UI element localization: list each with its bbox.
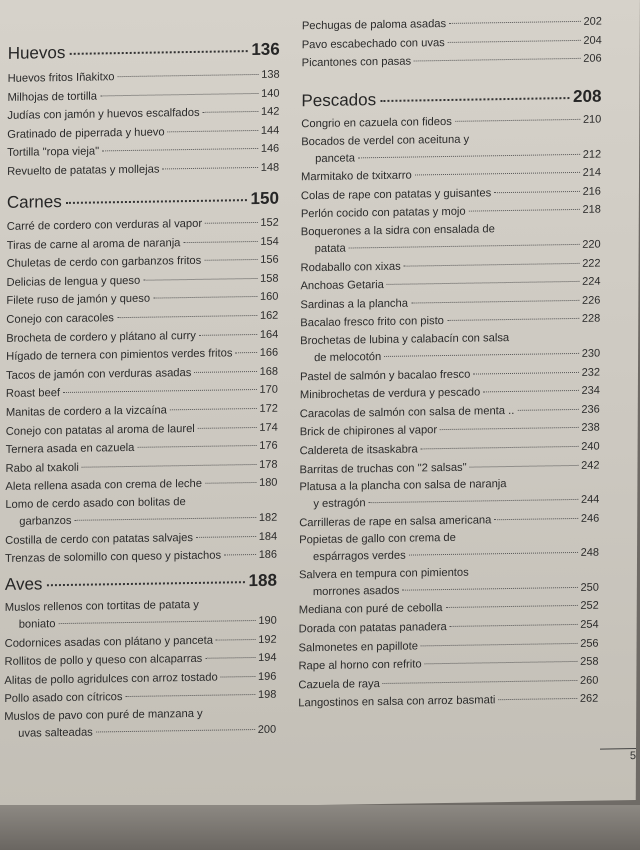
entry-title: Boquerones a la sidra con ensalada de xyxy=(300,223,495,239)
entry-title: Ternera asada en cazuela xyxy=(5,442,135,457)
entry-page-number: 180 xyxy=(259,476,278,490)
entry-page-number: 156 xyxy=(260,253,279,267)
entry-page-number: 226 xyxy=(581,294,601,307)
entry-title: Picantones con pasas xyxy=(301,55,412,70)
entry-page-number: 196 xyxy=(258,670,277,683)
entry-title: Muslos de pavo con puré de manzana y xyxy=(4,707,203,723)
toc-entry xyxy=(302,50,602,73)
entry-title-continued: garbanzos xyxy=(19,514,72,528)
entry-page-number: 228 xyxy=(581,312,601,326)
entry-page-number: 174 xyxy=(259,421,278,434)
section-title: Carnes xyxy=(6,192,62,212)
entry-title: Platusa a la plancha con salsa de naranja xyxy=(299,478,507,494)
leader-dots xyxy=(118,74,259,77)
leader-dots xyxy=(445,605,577,608)
entry-title: Popietas de gallo con crema de xyxy=(299,532,456,547)
leader-dots xyxy=(196,535,256,537)
entry-page-number: 164 xyxy=(259,328,279,341)
entry-title: Brick de chipirones al vapor xyxy=(299,424,438,439)
entry-page-number: 242 xyxy=(581,459,600,472)
leader-dots xyxy=(447,318,579,321)
leader-dots xyxy=(483,390,578,392)
entry-title: Pavo escabechado con uvas xyxy=(301,36,445,51)
entry-page-number: 224 xyxy=(582,275,601,289)
entry-page-number: 250 xyxy=(580,581,599,594)
leader-dots xyxy=(216,639,255,641)
leader-dots xyxy=(411,300,579,304)
entry-title: Tiras de carne al aroma de naranja xyxy=(6,236,181,252)
entry-title: Perlón cocido con patatas y mojo xyxy=(300,206,466,221)
entry-title: Revuelto de patatas y mollejas xyxy=(7,163,160,178)
entry-page-number: 262 xyxy=(579,693,599,706)
entry-page-number: 230 xyxy=(581,347,601,360)
entry-page-number: 154 xyxy=(260,235,279,248)
section-heading-carnes xyxy=(7,189,279,213)
entry-title: Conejo con caracoles xyxy=(6,312,114,326)
entry-title-continued: boniato xyxy=(18,618,56,631)
entry-title: Costilla de cerdo con patatas salvajes xyxy=(5,531,194,547)
leader-dots xyxy=(168,130,258,132)
entry-title: Chuletas de cerdo con garbanzos fritos xyxy=(6,255,202,271)
leader-dots xyxy=(63,389,257,393)
entry-title: Brochetas de lubina y calabacín con salsa xyxy=(300,331,510,348)
entry-page-number: 194 xyxy=(258,651,277,665)
entry-page-number: 212 xyxy=(582,148,602,161)
leader-dots xyxy=(102,148,258,151)
section-title: Aves xyxy=(4,574,43,594)
entry-title: Bocados de verdel con aceituna y xyxy=(301,133,470,148)
entry-page-number: 244 xyxy=(580,493,600,506)
leader-dots xyxy=(203,111,258,113)
entry-page-number: 260 xyxy=(579,674,599,687)
entry-page-number: 176 xyxy=(259,439,278,453)
entry-title: Rape al horno con refrito xyxy=(298,658,422,673)
leader-dots xyxy=(448,39,581,42)
section-heading-huevos xyxy=(8,40,280,64)
toc-entry xyxy=(5,546,277,569)
entry-title: Sardinas a la plancha xyxy=(300,297,409,312)
entry-title: Caldereta de itsaskabra xyxy=(299,443,418,458)
section-page-number: 136 xyxy=(251,39,280,60)
entry-page-number: 256 xyxy=(580,637,599,650)
leader-dots xyxy=(404,262,580,266)
entry-title: Tortilla "ropa vieja" xyxy=(7,145,100,160)
entry-title: Dorada con patatas panadera xyxy=(298,621,447,636)
entry-page-number: 232 xyxy=(581,366,601,379)
section-page-number: 208 xyxy=(573,86,602,106)
entry-page-number: 220 xyxy=(582,238,601,251)
toc-entry xyxy=(298,690,598,713)
leader-dots xyxy=(69,50,247,55)
section-heading-aves xyxy=(5,571,277,595)
leader-dots xyxy=(409,552,578,556)
entry-title: Mediana con puré de cebolla xyxy=(298,602,443,617)
entry-title: Hígado de ternera con pimientos verdes fritos xyxy=(6,347,233,364)
leader-dots xyxy=(205,222,257,224)
leader-dots xyxy=(421,643,577,646)
leader-dots xyxy=(75,517,256,521)
entry-title: Brocheta de cordero y plátano al curry xyxy=(6,329,196,345)
leader-dots xyxy=(494,518,577,520)
entry-page-number: 234 xyxy=(581,384,600,397)
leader-dots xyxy=(170,408,257,410)
section-page-number: 150 xyxy=(250,188,279,209)
leader-dots xyxy=(117,315,257,318)
entry-page-number: 168 xyxy=(259,365,279,378)
entry-title: Filete ruso de jamón y queso xyxy=(6,293,151,308)
leader-dots xyxy=(162,167,257,169)
leader-dots xyxy=(517,409,578,411)
entry-page-number: 198 xyxy=(257,689,277,702)
entry-title: Salmonetes en papillote xyxy=(298,640,419,654)
entry-title: Pechugas de paloma asadas xyxy=(301,17,447,33)
entry-page-number: 186 xyxy=(258,548,278,562)
entry-page-number: 258 xyxy=(580,655,599,669)
entry-list-continued xyxy=(302,13,602,73)
entry-page-number: 238 xyxy=(581,421,600,435)
entry-page-number: 200 xyxy=(257,723,277,736)
leader-dots xyxy=(414,58,580,62)
entry-title: Delicias de lengua y queso xyxy=(6,274,141,289)
entry-page-number: 254 xyxy=(580,618,599,631)
entry-title: Judías con jamón y huevos escalfados xyxy=(7,107,200,123)
leader-dots xyxy=(204,259,257,261)
entry-title: Barritas de truchas con "2 salsas" xyxy=(299,461,467,476)
entry-page-number: 236 xyxy=(581,403,600,416)
leader-dots xyxy=(440,427,578,430)
leader-dots xyxy=(455,119,580,122)
leader-dots xyxy=(425,661,578,664)
entry-title: Rodaballo con xixas xyxy=(300,260,401,274)
entry-title: Bacalao fresco frito con pisto xyxy=(300,315,444,330)
leader-dots xyxy=(100,93,258,96)
entry-title: Gratinado de piperrada y huevo xyxy=(7,126,165,141)
entry-page-number: 178 xyxy=(259,458,278,471)
leader-dots xyxy=(494,191,579,193)
entry-page-number: 140 xyxy=(261,87,280,100)
entry-title: Salvera en tempura con pimientos xyxy=(298,566,469,582)
entry-page-number: 192 xyxy=(258,633,277,646)
entry-page-number: 204 xyxy=(583,34,602,47)
leader-dots xyxy=(205,482,256,484)
leader-dots xyxy=(58,620,255,624)
leader-dots xyxy=(66,199,247,204)
entry-title: Cazuela de raya xyxy=(298,677,380,692)
section-page-number: 188 xyxy=(248,570,277,591)
entry-page-number: 190 xyxy=(258,614,277,627)
entry-title-continued: morrones asados xyxy=(312,584,400,598)
entry-title: Manitas de cordero a la vizcaína xyxy=(5,404,167,419)
entry-page-number: 142 xyxy=(260,105,280,119)
table-surface xyxy=(0,805,640,850)
section-title: Pescados xyxy=(301,90,377,111)
entry-title: Langostinos en salsa con arroz basmati xyxy=(298,694,496,710)
entry-page-number: 158 xyxy=(260,272,279,285)
entry-title: Huevos fritos Iñakitxo xyxy=(7,71,115,85)
entry-title-continued: patata xyxy=(314,242,346,256)
entry-page-number: 222 xyxy=(582,257,601,270)
entry-title: Muslos rellenos con tortitas de patata y xyxy=(4,598,199,614)
entry-list-pescados xyxy=(298,111,601,714)
entry-title: Tacos de jamón con verduras asadas xyxy=(6,366,192,382)
entry-title: Minibrochetas de verdura y pescado xyxy=(299,386,481,402)
leader-dots xyxy=(469,209,580,212)
entry-title: Lomo de cerdo asado con bolitas de xyxy=(5,495,186,511)
entry-page-number: 216 xyxy=(582,185,601,198)
leader-dots xyxy=(153,296,257,299)
entry-title: Codornices asadas con plátano y panceta xyxy=(4,634,214,650)
entry-title: Rabo al txakoli xyxy=(5,461,79,475)
leader-dots xyxy=(235,352,256,353)
leader-dots xyxy=(221,676,255,678)
leader-dots xyxy=(421,446,578,449)
entry-title-continued: de melocotón xyxy=(314,350,382,365)
leader-dots xyxy=(358,153,580,157)
entry-title: Colas de rape con patatas y guisantes xyxy=(300,187,492,203)
leader-dots xyxy=(498,698,577,700)
entry-page-number: 172 xyxy=(259,402,278,415)
entry-title-continued: panceta xyxy=(315,152,355,165)
entry-title: Pollo asado con cítricos xyxy=(4,691,123,706)
entry-page-number: 202 xyxy=(583,15,602,28)
leader-dots xyxy=(46,581,244,586)
entry-page-number: 170 xyxy=(259,383,278,397)
entry-title: Pastel de salmón y bacalao fresco xyxy=(299,368,471,383)
entry-page-number: 248 xyxy=(580,546,600,560)
leader-dots xyxy=(205,657,255,659)
entry-list-huevos xyxy=(7,66,280,182)
leader-dots xyxy=(194,371,256,373)
entry-page-number: 210 xyxy=(582,113,602,126)
toc-entry xyxy=(4,721,276,744)
entry-title-continued: uvas salteadas xyxy=(18,726,93,740)
entry-page-number: 184 xyxy=(258,530,278,543)
entry-list-carnes xyxy=(5,214,279,569)
leader-dots xyxy=(450,624,578,627)
leader-dots xyxy=(96,729,255,732)
entry-title: Roast beef xyxy=(5,387,61,401)
toc-entry xyxy=(7,159,279,182)
entry-page-number: 240 xyxy=(581,440,600,453)
leader-dots xyxy=(384,353,578,357)
entry-title-continued: espárragos verdes xyxy=(313,549,406,564)
entry-title: Carrilleras de rape en salsa americana xyxy=(299,513,492,529)
entry-page-number: 144 xyxy=(260,124,280,137)
leader-dots xyxy=(224,554,256,555)
leader-dots xyxy=(415,172,580,176)
leader-dots xyxy=(143,278,257,281)
entry-page-number: 246 xyxy=(580,512,600,525)
leader-dots xyxy=(380,97,569,102)
entry-title-continued: y estragón xyxy=(313,497,366,511)
entry-page-number: 182 xyxy=(258,511,278,524)
entry-page-number: 252 xyxy=(580,600,599,613)
entry-page-number: 206 xyxy=(583,52,602,66)
entry-title: Alitas de pollo agridulces con arroz tostado xyxy=(4,671,218,687)
entry-title: Caracolas de salmón con salsa de menta .. xyxy=(299,404,515,421)
entry-page-number: 146 xyxy=(260,142,280,156)
leader-dots xyxy=(349,244,580,249)
leader-dots xyxy=(369,499,578,503)
entry-title: Congrio en cazuela con fideos xyxy=(301,115,452,131)
leader-dots xyxy=(470,464,579,467)
leader-dots xyxy=(383,680,577,684)
entry-title: Trenzas de solomillo con queso y pistachos xyxy=(5,549,222,566)
leader-dots xyxy=(82,464,256,468)
leader-dots xyxy=(183,241,257,243)
entry-page-number: 166 xyxy=(259,346,279,360)
leader-dots xyxy=(473,371,578,374)
entry-page-number: 152 xyxy=(260,216,279,229)
entry-page-number: 214 xyxy=(582,166,602,180)
leader-dots xyxy=(125,694,254,697)
leader-dots xyxy=(387,281,579,285)
leader-dots xyxy=(198,427,257,429)
leader-dots xyxy=(402,587,577,591)
entry-title: Anchoas Getaria xyxy=(300,279,384,293)
section-heading-pescados xyxy=(301,87,601,112)
page-number-corner: 5 xyxy=(629,750,637,763)
entry-title: Aleta rellena asada con crema de leche xyxy=(5,478,203,494)
entry-page-number: 218 xyxy=(582,203,601,217)
leader-dots xyxy=(449,21,580,24)
entry-list-aves xyxy=(4,596,277,744)
leader-dots xyxy=(199,334,257,336)
entry-title: Rollitos de pollo y queso con alcaparras xyxy=(4,653,203,669)
entry-title: Conejo con patatas al aroma de laurel xyxy=(5,422,195,438)
leader-dots xyxy=(137,445,256,448)
entry-page-number: 160 xyxy=(260,291,279,304)
entry-page-number: 138 xyxy=(261,68,280,81)
section-title: Huevos xyxy=(7,42,66,63)
entry-title: Marmitako de txitxarro xyxy=(301,169,412,184)
entry-title: Milhojas de tortilla xyxy=(7,90,98,104)
entry-title: Carré de cordero con verduras al vapor xyxy=(6,217,203,233)
entry-page-number: 148 xyxy=(260,161,280,174)
entry-page-number: 162 xyxy=(259,309,279,322)
